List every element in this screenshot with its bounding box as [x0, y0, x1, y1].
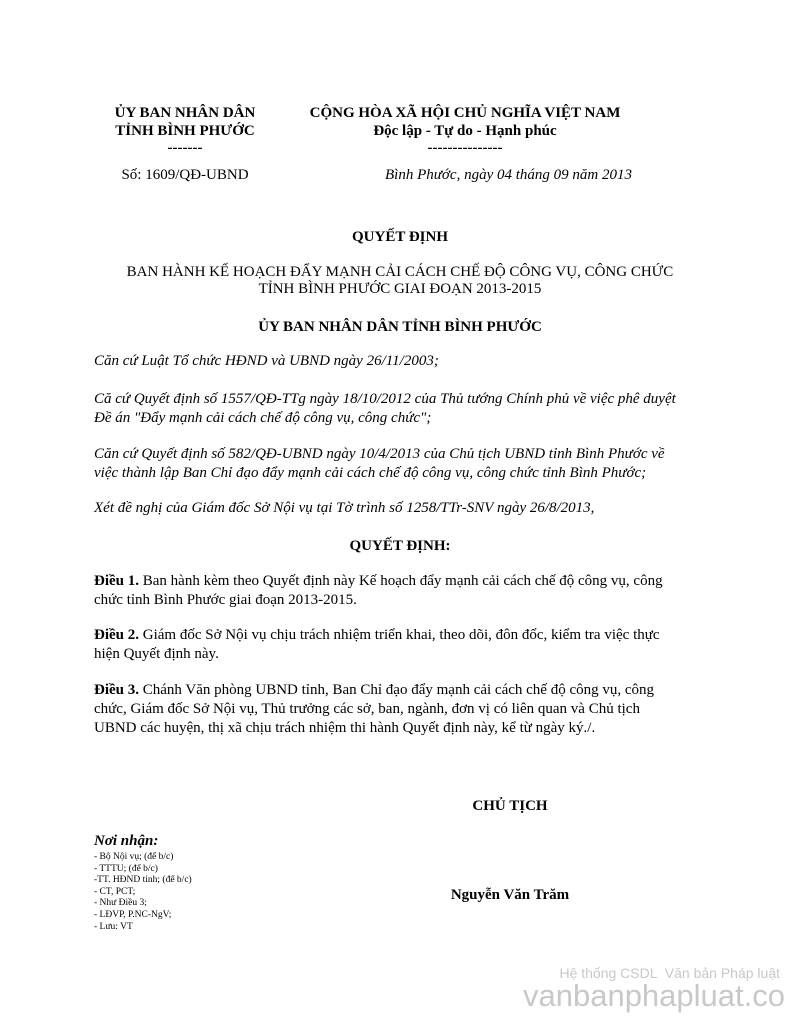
legal-basis-4	[94, 499, 714, 518]
legal-basis-2	[94, 390, 714, 428]
article-text: UBND các huyện, thị xã chịu trách nhiệm thi hành Quyết định này, kể từ ngày ký./.	[94, 720, 596, 736]
article-text: Ban hành kèm theo Quyết định này Kế hoạch đẩy mạnh cải cách chế độ công vụ, công	[139, 573, 663, 589]
article-1	[94, 572, 714, 610]
legal-basis-line: Căn cứ Luật Tổ chức HĐND và UBND ngày 26/11/2003;	[94, 353, 439, 369]
document-title: QUYẾT ĐỊNH	[352, 229, 448, 245]
article-text: hiện Quyết định này.	[94, 646, 219, 662]
recipient-item: - TTTU; (để b/c)	[94, 863, 158, 874]
place-date: Bình Phước, ngày 04 tháng 09 năm 2013	[385, 167, 632, 183]
document-subtitle	[0, 264, 800, 298]
national-divider: ---------------	[427, 140, 503, 156]
article-text: chức, Giám đốc Sở Nội vụ, Thủ trưởng các sở, ban, ngành, đơn vị có liên quan và Chủ tịch	[94, 701, 640, 717]
issuer-divider: -------	[167, 140, 203, 156]
national-line2: Độc lập - Tự do - Hạnh phúc	[373, 123, 557, 139]
recipient-item: - Như Điều 3;	[94, 898, 147, 909]
subtitle-line1: BAN HÀNH KẾ HOẠCH ĐẨY MẠNH CẢI CÁCH CHẾ ĐỘ CÔNG VỤ, CÔNG CHỨC	[126, 264, 674, 280]
legal-basis-1	[94, 352, 714, 371]
article-label: Điều 1.	[94, 573, 139, 589]
recipient-item: - CT, PCT;	[94, 886, 136, 897]
issuer-line1: ỦY BAN NHÂN DÂN	[114, 105, 256, 121]
recipient-item: - Lưu: VT	[94, 921, 133, 932]
legal-basis-line: việc thành lập Ban Chỉ đạo đẩy mạnh cải cách chế độ công vụ, công chức tỉnh Bình Phước;	[94, 465, 647, 481]
legal-basis-line: Đề án "Đẩy mạnh cải cách chế độ công vụ, công chức";	[94, 410, 432, 426]
recipient-item: - Bộ Nội vụ; (để b/c)	[94, 852, 174, 862]
issuer-header	[90, 104, 280, 156]
article-text: Giám đốc Sở Nội vụ chịu trách nhiệm triển khai, theo dõi, đôn đốc, kiểm tra việc thực	[139, 627, 660, 643]
legal-basis-line: Xét đề nghị của Giám đốc Sở Nội vụ tại Tờ trình số 1258/TTr-SNV ngày 26/8/2013,	[94, 500, 595, 516]
article-text: chức tỉnh Bình Phước giai đoạn 2013-2015.	[94, 592, 357, 608]
issuer-line2: TỈNH BÌNH PHƯỚC	[115, 123, 255, 139]
recipient-item: - LĐVP, P.NC-NgV;	[94, 909, 172, 920]
article-label: Điều 2.	[94, 627, 139, 643]
article-text: Chánh Văn phòng UBND tỉnh, Ban Chỉ đạo đẩy mạnh cải cách chế độ công vụ, công	[139, 682, 655, 698]
recipients-list	[94, 852, 192, 933]
decide-heading: QUYẾT ĐỊNH:	[349, 538, 451, 554]
recipients-heading: Nơi nhận:	[94, 833, 159, 849]
national-header	[290, 104, 640, 156]
article-2	[94, 626, 714, 664]
watermark-site: vanbanphapluat.co	[522, 978, 785, 1013]
article-3	[94, 681, 714, 738]
legal-basis-line: Că cứ Quyết định số 1557/QĐ-TTg ngày 18/10/2012 của Thủ tướng Chính phủ về việc phê duyệt	[94, 391, 676, 407]
legal-basis-3	[94, 445, 714, 483]
watermark-caption: Hệ thống CSDL Văn bản Pháp luật	[559, 965, 780, 981]
subtitle-line2: TỈNH BÌNH PHƯỚC GIAI ĐOẠN 2013-2015	[258, 281, 542, 297]
issuing-authority: ỦY BAN NHÂN DÂN TỈNH BÌNH PHƯỚC	[258, 319, 542, 335]
signer-title: CHỦ TỊCH	[472, 798, 548, 814]
document-number: Số: 1609/QĐ-UBND	[121, 167, 249, 183]
legal-basis-line: Căn cứ Quyết định số 582/QĐ-UBND ngày 10/4/2013 của Chủ tịch UBND tỉnh Bình Phước về	[94, 446, 665, 462]
national-line1: CỘNG HÒA XÃ HỘI CHỦ NGHĨA VIỆT NAM	[309, 105, 621, 121]
signer-name: Nguyễn Văn Trăm	[450, 887, 570, 903]
article-label: Điều 3.	[94, 682, 139, 698]
recipient-item: -TT. HĐND tỉnh; (để b/c)	[94, 875, 192, 886]
